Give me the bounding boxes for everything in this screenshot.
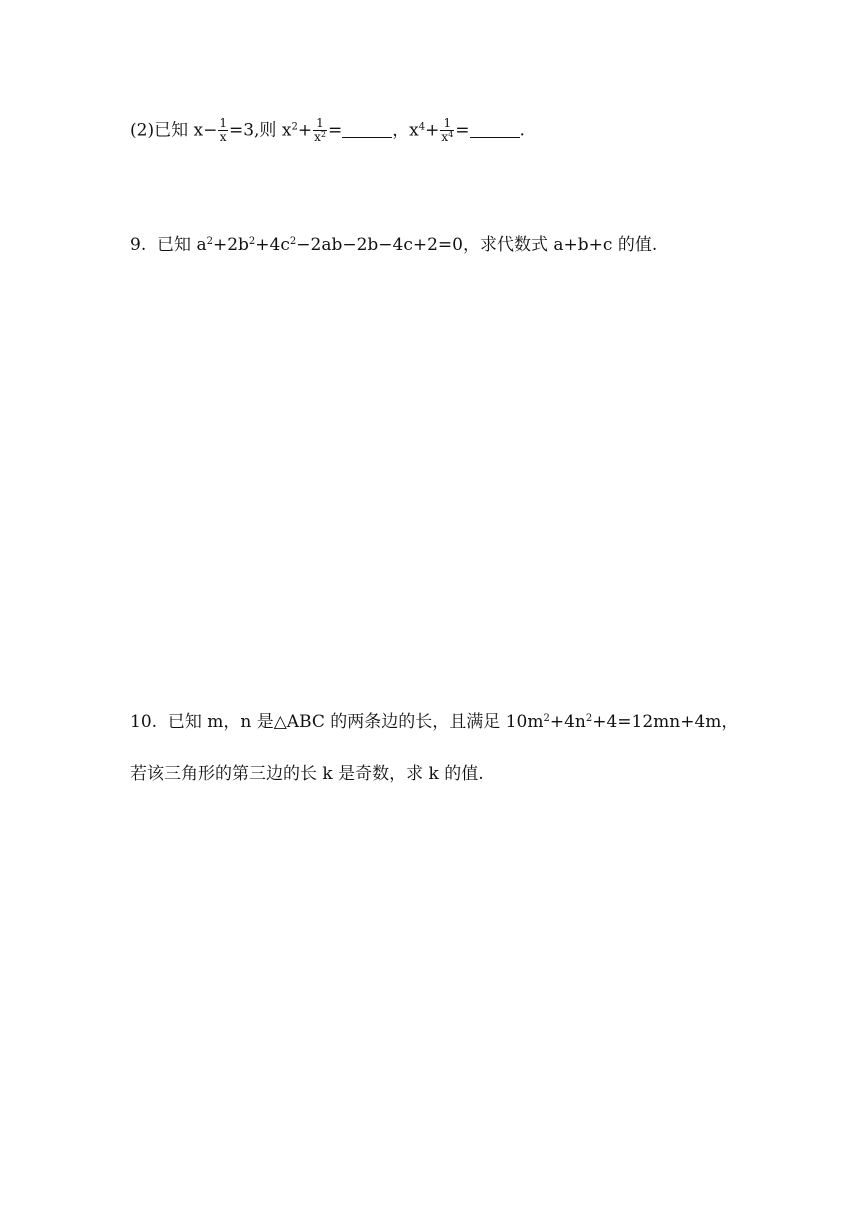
problem-9: 9. 已知 $a^2+2b^2+4c^2-2ab-2b-4c+2=0$，求代数式 a+b+c 的值.	[130, 235, 658, 255]
p8-minus: −	[203, 120, 218, 141]
problem-10-line-2: 若该三角形的第三边的长 k 是奇数，求 k 的值.	[130, 764, 484, 784]
p8-eq3: =3,则 x	[228, 120, 292, 141]
problem-10-line-1: 10. 已知 m，n 是△ABC 的两条边的长，且满足 $10m^2+4n^2+4=12mn+4m$，	[130, 712, 739, 732]
p8-prefix: (2)已知 x	[130, 120, 204, 141]
answer-blank-2[interactable]	[470, 123, 520, 138]
problem-10-number: 10.	[130, 712, 158, 732]
fraction-1-over-x: $\frac{1}{x}$	[219, 116, 227, 144]
problem-8-part-2: (2)已知 x− $\frac{1}{x}$ =3,则 $x^2+$ $\frac{1}{x^2}$ = ，$x^4+$ $\frac{1}{x^4}$ = .	[130, 116, 525, 144]
fraction-1-over-x-fourth: $\frac{1}{x^4}$	[441, 116, 454, 144]
answer-blank-1[interactable]	[342, 123, 392, 138]
problem-9-number: 9.	[130, 235, 147, 255]
fraction-1-over-x-squared: $\frac{1}{x^2}$	[314, 116, 326, 144]
